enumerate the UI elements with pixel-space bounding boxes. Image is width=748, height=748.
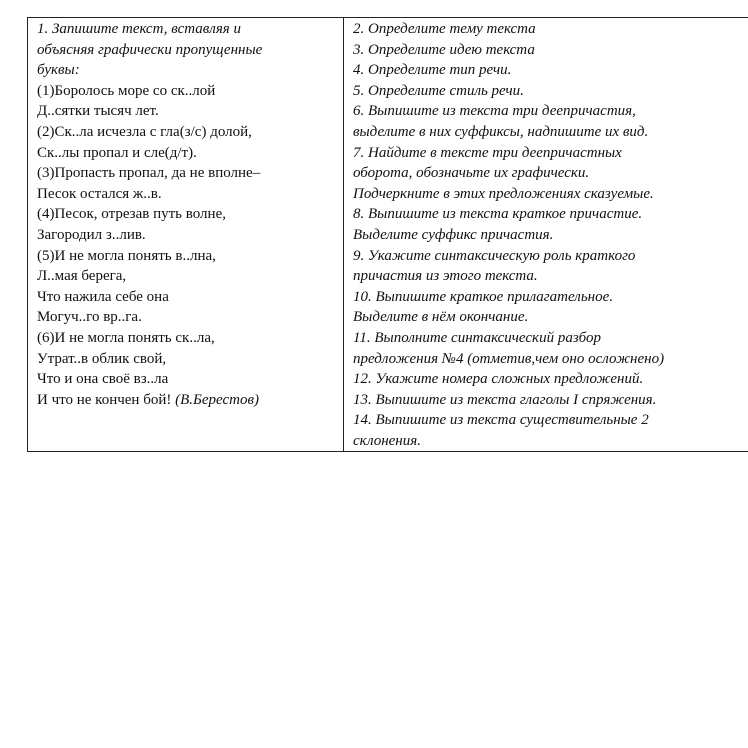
task-line: 3. Определите идею текста — [353, 41, 535, 58]
task-line: выделите в них суффиксы, надпишите их вид. — [353, 123, 649, 140]
task-line: Выделите в нём окончание. — [353, 309, 529, 326]
instruction-line: объясняя графически пропущенные — [37, 41, 263, 58]
table-row — [28, 18, 748, 452]
task-line: предложения №4 (отметив,чем оно осложнено) — [353, 350, 665, 367]
task-line: 8. Выпишите из текста краткое причастие. — [353, 206, 643, 223]
instruction-line: 1. Запишите текст, вставляя и — [37, 21, 242, 37]
tasks-cell — [344, 18, 748, 452]
poem-line: Л..мая берега, — [37, 268, 127, 285]
poem-last-line — [37, 390, 339, 411]
poem-line: Могуч..го вр..га. — [37, 309, 142, 326]
task-line: 11. Выполните синтаксический разбор — [353, 329, 602, 346]
task-line: 14. Выпишите из текста существительные 2 — [353, 412, 649, 429]
task-line: склонения. — [353, 432, 421, 449]
poem-line: (2)Ск..ла исчезла с гла(з/с) долой, — [37, 123, 252, 140]
task-line: Подчеркните в этих предложениях сказуемые. — [353, 185, 654, 202]
poem-line: (6)И не могла понять ск..ла, — [37, 329, 215, 346]
worksheet-table — [27, 17, 748, 452]
task-line: 6. Выпишите из текста три деепричастия, — [353, 103, 636, 120]
poem-line: Песок остался ж..в. — [37, 185, 162, 202]
task-line: оборота, обозначьте их графически. — [353, 165, 590, 182]
poem-line: Д..сятки тысяч лет. — [37, 103, 159, 120]
poem-line: Что нажила себе она — [37, 288, 169, 305]
poem-line: (1)Боролось море со ск..лой — [37, 82, 216, 99]
poem-line: (4)Песок, отрезав путь волне, — [37, 206, 226, 223]
task-line: 5. Определите стиль речи. — [353, 82, 524, 99]
task-line: 2. Определите тему текста — [353, 21, 536, 37]
poem-line: Ск..лы пропал и сле(д/т). — [37, 144, 197, 161]
task-line: Выделите суффикс причастия. — [353, 226, 554, 243]
task-line: причастия из этого текста. — [353, 268, 538, 285]
task-line: 13. Выпишите из текста глаголы I спряжения. — [353, 391, 657, 408]
task-line: 9. Укажите синтаксическую роль краткого — [353, 247, 636, 264]
poem-text — [37, 81, 339, 411]
poem-line: (5)И не могла понять в..лна, — [37, 247, 216, 264]
poem-line: Загородил з..лив. — [37, 226, 146, 243]
task-line: 7. Найдите в тексте три деепричастных — [353, 144, 622, 161]
task-line: 4. Определите тип речи. — [353, 62, 512, 79]
instruction-block — [37, 19, 339, 81]
task-line: 12. Укажите номера сложных предложений. — [353, 371, 644, 388]
poem-cell — [28, 18, 344, 452]
poem-line: Утрат..в облик свой, — [37, 350, 167, 367]
task-line: 10. Выпишите краткое прилагательное. — [353, 288, 613, 305]
instruction-line: буквы: — [37, 62, 80, 79]
poem-line-text: И что не кончен бой! — [37, 391, 172, 408]
poem-line: Что и она своё вз..ла — [37, 371, 169, 388]
poem-line: (3)Пропасть пропал, да не вполне– — [37, 165, 261, 182]
poem-author: (В.Берестов) — [175, 391, 259, 408]
